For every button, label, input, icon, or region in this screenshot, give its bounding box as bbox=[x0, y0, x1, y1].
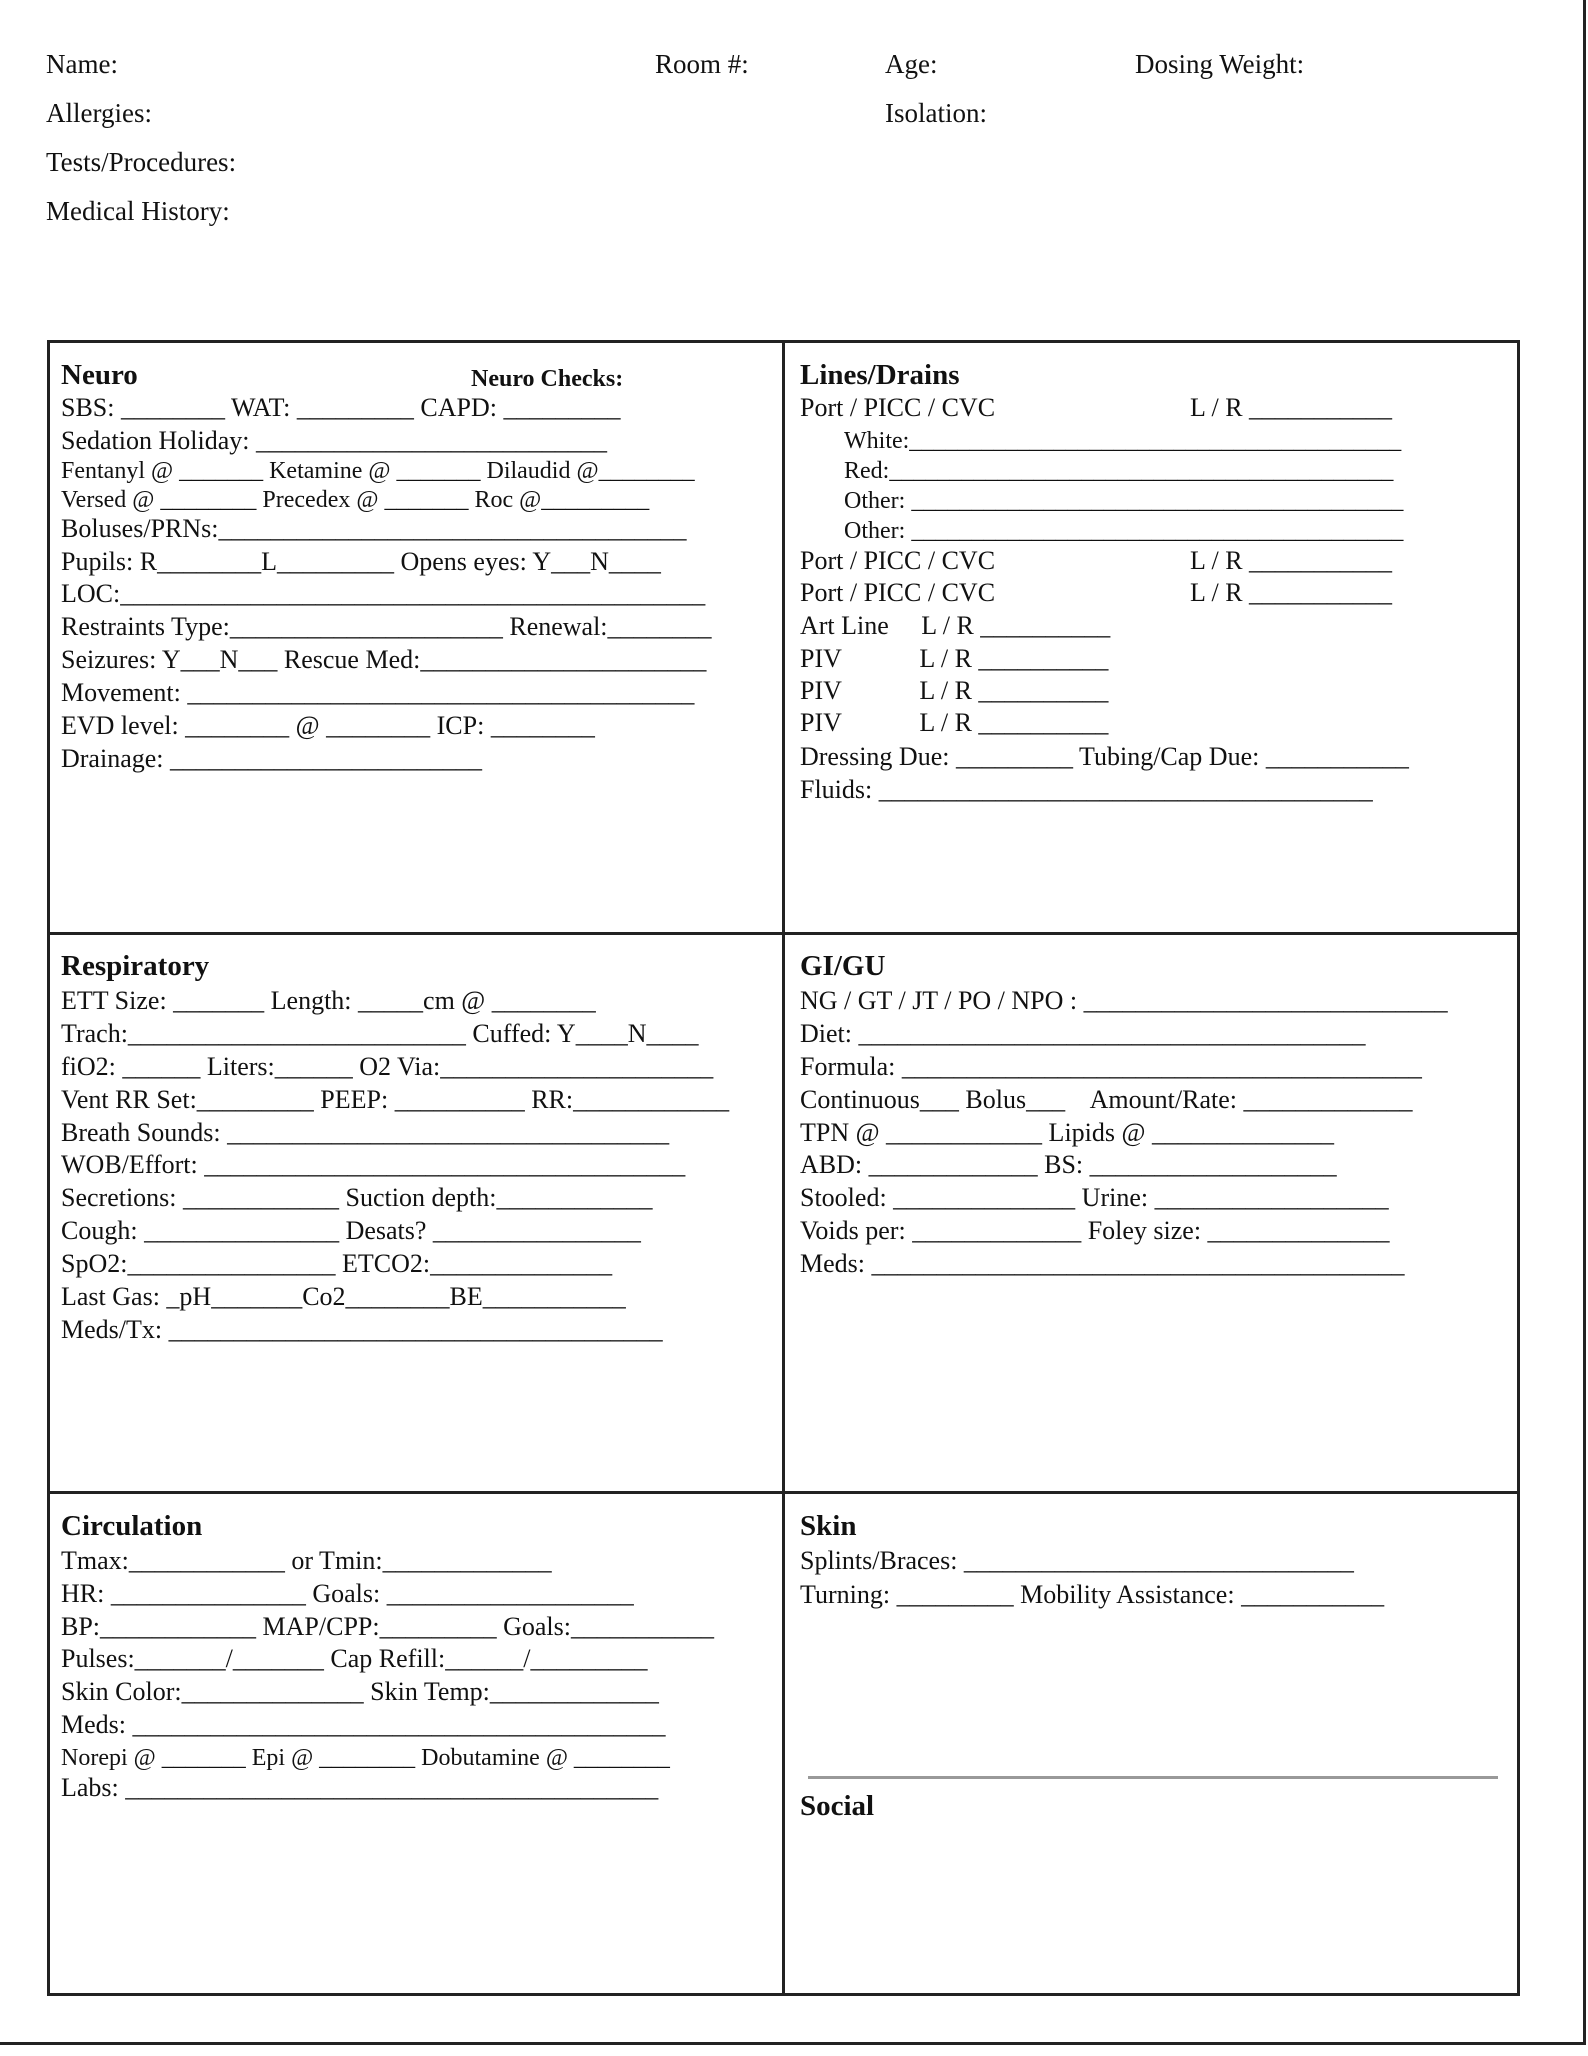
lines-drains-line: PIV L / R __________ bbox=[800, 708, 1109, 737]
grid-vertical-divider bbox=[782, 340, 785, 1996]
allergies-label: Allergies: bbox=[46, 98, 152, 128]
medical-history-label: Medical History: bbox=[46, 196, 230, 226]
gi-gu-line: Continuous___ Bolus___ Amount/Rate: _____________ bbox=[800, 1085, 1413, 1114]
circulation-line: Pulses:_______/_______ Cap Refill:______/_________ bbox=[61, 1644, 648, 1673]
neuro-title: Neuro bbox=[61, 359, 138, 391]
respiratory-line: fiO2: ______ Liters:______ O2 Via:_____________________ bbox=[61, 1052, 714, 1081]
neuro-line: Boluses/PRNs:____________________________________ bbox=[61, 514, 687, 543]
room-label: Room #: bbox=[655, 49, 749, 79]
skin-line: Turning: _________ Mobility Assistance: ___________ bbox=[800, 1580, 1385, 1609]
social-title: Social bbox=[800, 1790, 875, 1822]
lines-drains-line: Port / PICC / CVC L / R ___________ bbox=[800, 578, 1393, 607]
respiratory-line: Vent RR Set:_________ PEEP: __________ RR:____________ bbox=[61, 1085, 730, 1114]
neuro-line: SBS: ________ WAT: _________ CAPD: _________ bbox=[61, 393, 621, 422]
lines-drains-line: White:_________________________________________ bbox=[844, 428, 1402, 454]
gi-gu-line: TPN @ ____________ Lipids @ ______________ bbox=[800, 1118, 1334, 1147]
respiratory-line: Meds/Tx: ______________________________________ bbox=[61, 1315, 663, 1344]
respiratory-line: Breath Sounds: __________________________________ bbox=[61, 1118, 670, 1147]
gi-gu-line: ABD: _____________ BS: ___________________ bbox=[800, 1150, 1337, 1179]
skin-title: Skin bbox=[800, 1510, 857, 1542]
circulation-line: HR: _______________ Goals: ___________________ bbox=[61, 1579, 634, 1608]
gi-gu-line: NG / GT / JT / PO / NPO : ____________________________ bbox=[800, 986, 1448, 1015]
neuro-line: Seizures: Y___N___ Rescue Med:______________________ bbox=[61, 645, 707, 674]
lines-drains-line: Red:__________________________________________ bbox=[844, 458, 1394, 484]
tests-procedures-label: Tests/Procedures: bbox=[46, 147, 237, 177]
neuro-line: LOC:_____________________________________________ bbox=[61, 579, 706, 608]
neuro-line: Pupils: R________L_________ Opens eyes: Y___N____ bbox=[61, 547, 661, 576]
lines-drains-title: Lines/Drains bbox=[800, 359, 960, 391]
gi-gu-line: Formula: ________________________________________ bbox=[800, 1052, 1422, 1081]
circulation-line: Labs: _________________________________________ bbox=[61, 1773, 659, 1802]
circulation-line: Tmax:____________ or Tmin:_____________ bbox=[61, 1546, 552, 1575]
lines-drains-line: Dressing Due: _________ Tubing/Cap Due: ___________ bbox=[800, 742, 1409, 771]
gi-gu-line: Diet: _______________________________________ bbox=[800, 1019, 1366, 1048]
respiratory-line: WOB/Effort: _____________________________________ bbox=[61, 1150, 686, 1179]
gi-gu-line: Meds: _________________________________________ bbox=[800, 1249, 1405, 1278]
neuro-line: Restraints Type:_____________________ Renewal:________ bbox=[61, 612, 712, 641]
respiratory-line: Cough: _______________ Desats? ________________ bbox=[61, 1216, 641, 1245]
dosing-weight-label: Dosing Weight: bbox=[1135, 49, 1305, 79]
neuro-line: Sedation Holiday: ___________________________ bbox=[61, 426, 607, 455]
skin-line: Splints/Braces: ______________________________ bbox=[800, 1546, 1354, 1575]
name-label: Name: bbox=[46, 49, 118, 79]
circulation-title: Circulation bbox=[61, 1510, 203, 1542]
lines-drains-line: PIV L / R __________ bbox=[800, 644, 1109, 673]
neuro-line: Fentanyl @ _______ Ketamine @ _______ Dilaudid @________ bbox=[61, 458, 695, 484]
lines-drains-line: Port / PICC / CVC L / R ___________ bbox=[800, 393, 1393, 422]
lines-drains-line: Port / PICC / CVC L / R ___________ bbox=[800, 546, 1393, 575]
neuro-line: Movement: _______________________________________ bbox=[61, 678, 695, 707]
respiratory-line: SpO2:________________ ETCO2:______________ bbox=[61, 1249, 613, 1278]
skin-social-divider bbox=[808, 1776, 1498, 1779]
isolation-label: Isolation: bbox=[885, 98, 987, 128]
circulation-line: BP:____________ MAP/CPP:_________ Goals:___________ bbox=[61, 1612, 714, 1641]
gi-gu-line: Stooled: ______________ Urine: __________________ bbox=[800, 1183, 1389, 1212]
neuro-checks-label: Neuro Checks: bbox=[471, 366, 624, 392]
circulation-line: Skin Color:______________ Skin Temp:_____________ bbox=[61, 1677, 659, 1706]
lines-drains-line: Fluids: ______________________________________ bbox=[800, 775, 1373, 804]
grid-horizontal-divider-1 bbox=[47, 932, 1520, 935]
respiratory-line: Trach:__________________________ Cuffed: Y____N____ bbox=[61, 1019, 699, 1048]
lines-drains-line: PIV L / R __________ bbox=[800, 676, 1109, 705]
neuro-line: Versed @ ________ Precedex @ _______ Roc @_________ bbox=[61, 487, 650, 513]
neuro-line: EVD level: ________ @ ________ ICP: ________ bbox=[61, 711, 595, 740]
age-label: Age: bbox=[885, 49, 938, 79]
respiratory-line: Last Gas: _pH_______Co2________BE___________ bbox=[61, 1282, 626, 1311]
circulation-line: Norepi @ _______ Epi @ ________ Dobutamine @ ________ bbox=[61, 1745, 670, 1771]
neuro-line: Drainage: ________________________ bbox=[61, 744, 483, 773]
lines-drains-line: Other: _________________________________________ bbox=[844, 518, 1404, 544]
lines-drains-line: Art Line L / R __________ bbox=[800, 611, 1111, 640]
lines-drains-line: Other: _________________________________________ bbox=[844, 488, 1404, 514]
respiratory-line: Secretions: ____________ Suction depth:____________ bbox=[61, 1183, 653, 1212]
circulation-line: Meds: _________________________________________ bbox=[61, 1710, 666, 1739]
respiratory-title: Respiratory bbox=[61, 950, 210, 982]
respiratory-line: ETT Size: _______ Length: _____cm @ ________ bbox=[61, 986, 596, 1015]
grid-horizontal-divider-2 bbox=[47, 1491, 1520, 1494]
gi-gu-title: GI/GU bbox=[800, 950, 886, 982]
gi-gu-line: Voids per: _____________ Foley size: ______________ bbox=[800, 1216, 1390, 1245]
